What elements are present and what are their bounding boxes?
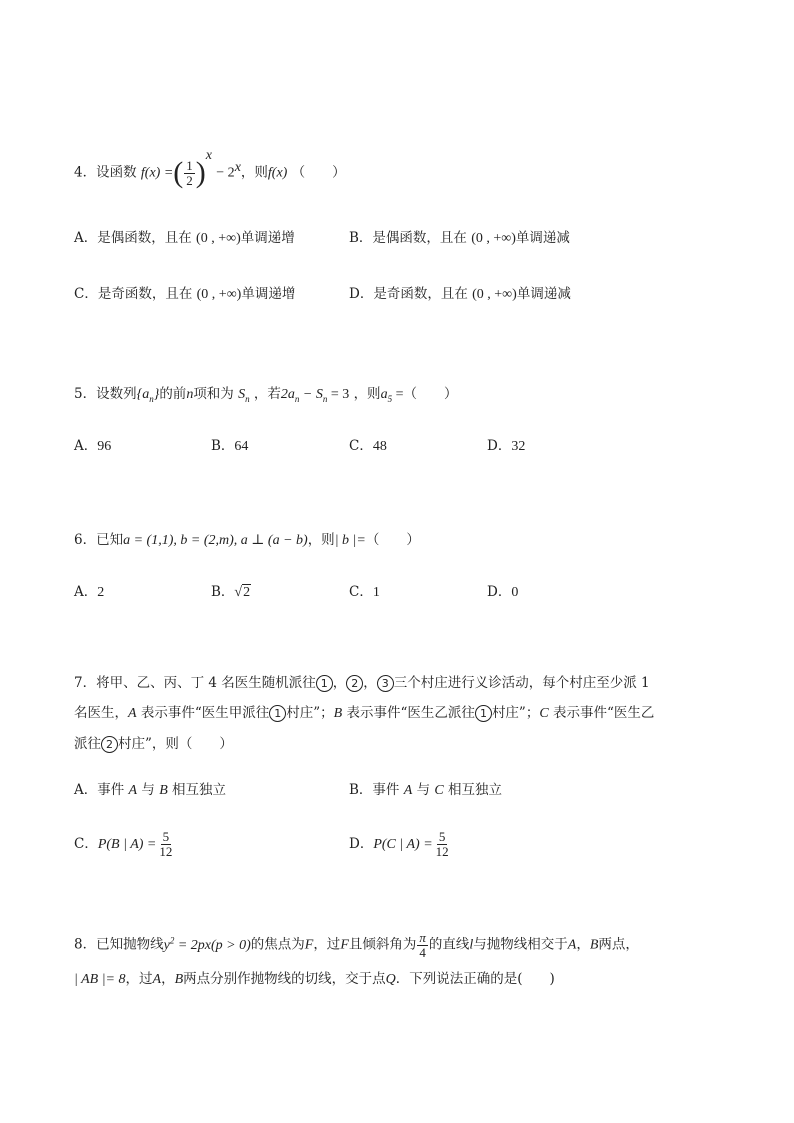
q5-eq-a: 2a	[280, 387, 295, 402]
q4-option-a	[74, 228, 295, 249]
q4-power2: x	[234, 160, 241, 175]
q7-circled-2: 2	[346, 675, 363, 692]
q4-option-b-text2: 单调递减	[515, 230, 570, 246]
q4-func: f(x) =	[140, 165, 174, 181]
q7-line2-text-e: 村庄”；	[491, 705, 540, 721]
q7-option-d-den: 12	[435, 844, 449, 859]
q4-option-a-text1: 是偶函数，且在	[97, 230, 192, 246]
q5-s-base: S	[238, 387, 246, 402]
q7-event-b: B	[333, 706, 343, 721]
q8-line-l: l	[469, 937, 474, 953]
q5-text-b: 的前	[159, 386, 187, 402]
q5-option-c-label: C．	[349, 438, 373, 454]
q5-option-c	[349, 436, 387, 457]
q4-option-b-label: B．	[349, 230, 373, 246]
q4-suffix: ，则	[240, 164, 268, 181]
q7-line2-text-a: 名医生，	[74, 705, 128, 721]
q7-sep1: ，	[332, 675, 347, 691]
q6-magnitude: | b |=	[334, 533, 366, 548]
q8-parabola	[163, 935, 251, 953]
q4-stem	[74, 148, 346, 189]
q7-line1-text-b: 三个村庄进行义诊活动，每个村庄至少派 1	[393, 675, 650, 691]
q4-option-b	[349, 228, 570, 249]
q8-text-f: 与抛物线相交于	[473, 936, 568, 953]
q8-parab-rest: = 2px(p > 0)	[174, 937, 251, 953]
q7-option-c	[74, 830, 175, 859]
q8-text-b: 的焦点为	[250, 936, 305, 953]
q8-chord-length: | AB |= 8	[74, 972, 126, 987]
q6-text-a: 6．已知	[74, 532, 124, 548]
q6-vector-expression: a = (1,1), b = (2,m), a ⊥ (a − b)	[123, 533, 308, 548]
q4-paren-close: )	[195, 156, 206, 189]
q4-option-d-text1: 是奇函数，且在	[373, 286, 468, 302]
q7-option-a-t3: 相互独立	[167, 782, 227, 798]
q8-point-a: A	[567, 937, 577, 953]
q5-s-sub: n	[245, 393, 250, 404]
q6-option-b-label: B．	[211, 584, 235, 600]
q4-option-b-interval: (0 , +∞)	[471, 231, 516, 246]
q5-option-d-value: 32	[511, 439, 526, 454]
q4-prefix: 4．设函数	[74, 164, 137, 181]
q7-option-a-t2: 与	[137, 782, 160, 798]
q5-seq	[137, 387, 160, 402]
q5-seq-sub: n	[149, 393, 154, 404]
q7-circled-1b: 1	[269, 705, 286, 722]
q6-option-c-label: C．	[349, 584, 373, 600]
q5-option-a-value: 96	[97, 439, 112, 454]
q7-option-b-v1: A	[403, 783, 413, 798]
q4-option-d-label: D．	[349, 286, 374, 302]
q4-blank: （ ）	[291, 164, 346, 181]
q4-option-a-text2: 单调递增	[240, 230, 295, 246]
q7-line3-text-b: 村庄”，则（ ）	[118, 736, 233, 752]
q6-option-b-sqrt: √2	[234, 585, 251, 600]
q7-option-a-label: A．	[74, 782, 98, 798]
q7-option-c-label: C．	[74, 836, 98, 852]
q4-option-c-label: C．	[74, 286, 98, 302]
q5-option-b-label: B．	[211, 438, 235, 454]
q6-option-d	[487, 582, 518, 603]
q8-text-k: ．下列说法正确的是( )	[395, 971, 555, 987]
q8-angle-fraction	[417, 931, 428, 960]
q5-option-b	[211, 436, 248, 457]
q6-option-d-label: D．	[487, 584, 512, 600]
q7-option-d-label: D．	[349, 836, 374, 852]
q8-point-b2: B	[174, 972, 184, 987]
q7-option-b-t2: 与	[412, 782, 435, 798]
q8-text-h: 两点，	[598, 936, 639, 953]
q7-circled-3: 3	[377, 675, 394, 692]
q8-text-e: 的直线	[428, 936, 470, 953]
q4-fraction	[184, 159, 195, 188]
q5-seq-close: }	[153, 387, 160, 402]
q4-option-a-interval: (0 , +∞)	[196, 231, 241, 246]
q8-point-b: B	[589, 937, 599, 953]
q8-text-g: ，	[576, 936, 590, 953]
q7-option-c-num: 5	[162, 829, 170, 844]
q7-option-b-label: B．	[349, 782, 373, 798]
q8-focus-f: F	[304, 937, 314, 953]
q6-stem	[74, 530, 420, 551]
q6-option-a	[74, 582, 104, 603]
q8-point-q: Q	[385, 972, 396, 987]
q4-option-d-text2: 单调递减	[516, 286, 571, 302]
q7-line2	[74, 703, 654, 724]
q7-option-a	[74, 780, 226, 801]
q4-fx: f(x)	[267, 165, 288, 181]
q5-option-b-value: 64	[234, 439, 249, 454]
q5-blank: （ ）	[403, 386, 458, 402]
q7-option-b-t3: 相互独立	[443, 782, 503, 798]
q7-circled-2b: 2	[101, 736, 118, 753]
q8-focus-f2: F	[340, 937, 349, 953]
q7-line3-text-a: 派往	[74, 736, 101, 752]
q7-line2-text-f: 表示事件“医生乙	[548, 705, 655, 721]
q7-option-b-t1: 事件	[372, 782, 404, 798]
q5-eq-end: = 3	[327, 387, 350, 402]
q4-option-a-label: A．	[74, 230, 98, 246]
q5-eq-sub1: n	[294, 393, 300, 404]
q6-option-c	[349, 582, 380, 603]
q7-option-b	[349, 780, 502, 801]
q5-option-d-label: D．	[487, 438, 512, 454]
q8-angle-num: π	[419, 929, 426, 945]
q5-option-d	[487, 436, 525, 457]
q4-option-c	[74, 284, 295, 305]
q8-parab-sup: 2	[169, 935, 175, 945]
q6-option-a-label: A．	[74, 584, 98, 600]
q4-option-d-interval: (0 , +∞)	[472, 287, 517, 302]
q5-a5-eq: =	[392, 387, 404, 402]
q7-option-a-v2: B	[159, 783, 168, 798]
q7-option-d	[349, 830, 452, 859]
q7-line2-text-b: 表示事件“医生甲派往	[136, 705, 270, 721]
q7-event-c: C	[539, 706, 549, 721]
q7-circled-1c: 1	[475, 705, 492, 722]
q7-option-d-expr: P(C | A) =	[373, 837, 433, 852]
q6-option-a-value: 2	[97, 585, 105, 600]
q7-sep2: ，	[363, 675, 377, 691]
q5-a5-base: a	[380, 387, 388, 402]
q5-a5-sub: 5	[387, 393, 393, 404]
q7-option-d-fraction	[434, 830, 451, 859]
q6-text-b: ，则	[307, 532, 335, 548]
q5-stem	[74, 384, 457, 409]
q8-text-i: ，过	[125, 971, 153, 987]
q5-option-a	[74, 436, 111, 457]
q5-text-a: 5．设数列	[74, 386, 137, 402]
q8-text-a: 8．已知抛物线	[74, 936, 164, 953]
q5-option-c-value: 48	[372, 439, 387, 454]
q7-line1	[74, 673, 650, 693]
q7-circled-1: 1	[316, 675, 333, 692]
q7-option-c-fraction	[157, 830, 174, 859]
q6-option-b	[211, 582, 251, 603]
q4-option-c-interval: (0 , +∞)	[196, 287, 242, 302]
q4-option-c-text1: 是奇函数，且在	[97, 286, 193, 302]
q8-parab-y: y	[163, 937, 170, 953]
q7-option-a-t1: 事件	[97, 782, 129, 798]
q8-text-j: 两点分别作抛物线的切线，交于点	[183, 971, 386, 987]
q7-event-a: A	[128, 706, 137, 721]
q5-text-d: ，若	[253, 386, 281, 402]
q4-power1: x	[205, 148, 212, 163]
q8-line1	[74, 930, 639, 960]
q5-option-a-label: A．	[74, 438, 98, 454]
q7-option-d-num: 5	[438, 829, 446, 844]
q8-angle-den: 4	[419, 944, 426, 960]
q5-n: n	[186, 387, 194, 402]
q4-minus-term: − 2	[216, 165, 235, 181]
q4-paren-open: (	[173, 156, 184, 189]
q6-option-c-value: 1	[372, 585, 380, 600]
q4-frac-num: 1	[186, 157, 193, 173]
q5-seq-base: {a	[136, 387, 150, 402]
q7-line2-text-d: 表示事件“医生乙派往	[342, 705, 475, 721]
q7-line2-text-c: 村庄”；	[286, 705, 334, 721]
q5-s	[238, 387, 250, 402]
q5-text-e: ，则	[353, 386, 381, 402]
q7-line3	[74, 734, 233, 754]
q7-option-a-v1: A	[128, 783, 138, 798]
q7-line1-text-a: 7．将甲、乙、丙、丁 4 名医生随机派往	[74, 675, 316, 691]
q5-equation	[281, 387, 349, 402]
q4-frac-den: 2	[186, 172, 193, 188]
q8-line2: | AB |= 8，过A，B两点分别作抛物线的切线，交于点Q．下列说法正确的是( )	[74, 971, 555, 987]
q5-eq-sub2: n	[322, 393, 328, 404]
q5-eq-mid: − S	[299, 387, 323, 402]
q5-a5	[381, 387, 404, 402]
q5-text-c: 项和为	[193, 386, 234, 402]
q8-text-d: 且倾斜角为	[348, 936, 417, 953]
q7-option-b-v2: C	[434, 783, 444, 798]
q4-option-d	[349, 284, 571, 305]
q8-point-a2: A	[152, 972, 162, 987]
q4-option-b-text1: 是偶函数，且在	[372, 230, 467, 246]
q6-blank: （ ）	[365, 532, 420, 548]
q7-option-c-expr: P(B | A) =	[97, 837, 157, 852]
q6-option-b-value: 2	[243, 585, 251, 600]
q7-option-c-den: 12	[159, 844, 173, 859]
q6-option-d-value: 0	[511, 585, 519, 600]
q4-option-c-text2: 单调递增	[241, 286, 296, 302]
q8-text-c: ，过	[313, 936, 341, 953]
